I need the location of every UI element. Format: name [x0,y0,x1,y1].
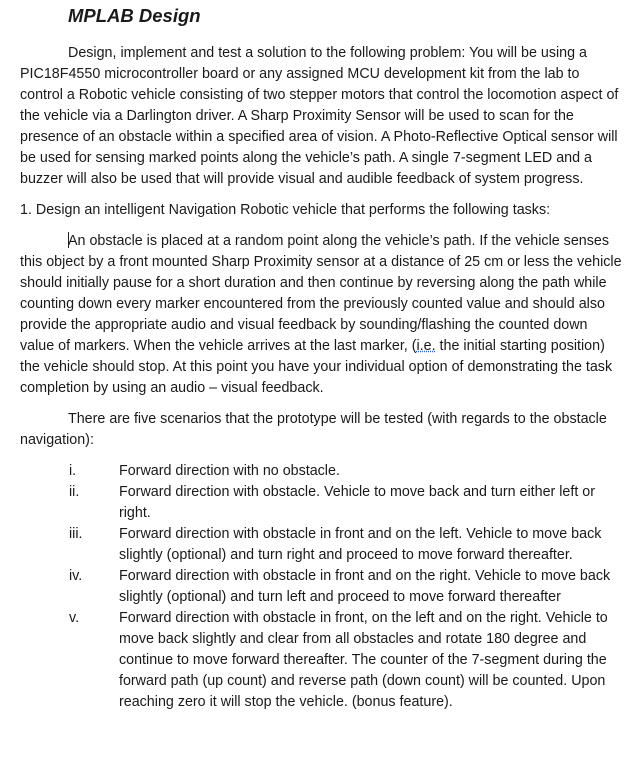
task-heading: 1. Design an intelligent Navigation Robotic vehicle that performs the following tasks: [20,202,551,218]
scenario-text: Forward direction with obstacle. Vehicle to move back and turn either left or right. [119,484,596,521]
scenario-item [20,608,625,713]
scenario-number: i. [69,463,77,479]
scenario-text: Forward direction with obstacle in front and on the right. Vehicle to move back slightly (optional) and turn left and proceed to move forward thereafter [119,568,611,605]
intro-paragraph: Design, implement and test a solution to the following problem: You will be using a PIC18F4550 microcontroller board or any assigned MCU development kit from the lab to control a Robotic vehicle consisting of two stepper motors that control the locomotion aspect of the vehicle via a Darlington driver. A Sharp Proximity Sensor will be used to scan for the presence of an obstacle within a specified area of vision. A Photo-Reflective Optical sensor will be used for sensing marked points along the vehicle’s path. A single 7-segment LED and a buzzer will also be used that will provide visual and audible feedback of system progress. [20,45,619,187]
scenario-item [20,482,625,524]
document-title: MPLAB Design [68,5,201,26]
document-page [20,0,625,713]
scenario-item [20,524,625,566]
scenario-number: iii. [69,526,83,542]
task-paragraph-part2: the initial starting position) the vehicle should stop. At this point you have your individual option of demonstrating the task completion by using an audio – visual feedback. [20,338,613,396]
scenario-text: Forward direction with no obstacle. [119,463,340,479]
scenario-text: Forward direction with obstacle in front, on the left and on the right. Vehicle to move back slightly and clear from all obstacles and rotate 180 degree and continue to move forward thereafter. The counter of the 7-segment during the forward path (up count) and reverse path (down count) will be counted. Upon reaching zero it will stop the vehicle. (bonus feature). [119,610,608,710]
scenario-number: v. [69,610,80,626]
task-paragraph-part1: An obstacle is placed at a random point along the vehicle’s path. If the vehicle senses this object by a front mounted Sharp Proximity sensor at a distance of 25 cm or less the vehicle should initially pause for a short duration and then continue by reversing along the path while counting down every marker encountered from the previously counted value and should also provide the appropriate audio and visual feedback by sounding/flashing the counted down value of markers. When the vehicle arrives at the last marker, ( [20,233,622,354]
ie-abbreviation: i.e. [416,338,436,354]
scenario-list [20,461,625,713]
scenario-item [20,566,625,608]
task-paragraph [20,231,625,399]
scenario-number: iv. [69,568,83,584]
scenario-text: Forward direction with obstacle in front and on the left. Vehicle to move back slightly (optional) and turn right and proceed to move forward thereafter. [119,526,602,563]
scenarios-intro: There are five scenarios that the prototype will be tested (with regards to the obstacle navigation): [20,411,607,448]
scenario-item [20,461,625,482]
scenario-number: ii. [69,484,80,500]
